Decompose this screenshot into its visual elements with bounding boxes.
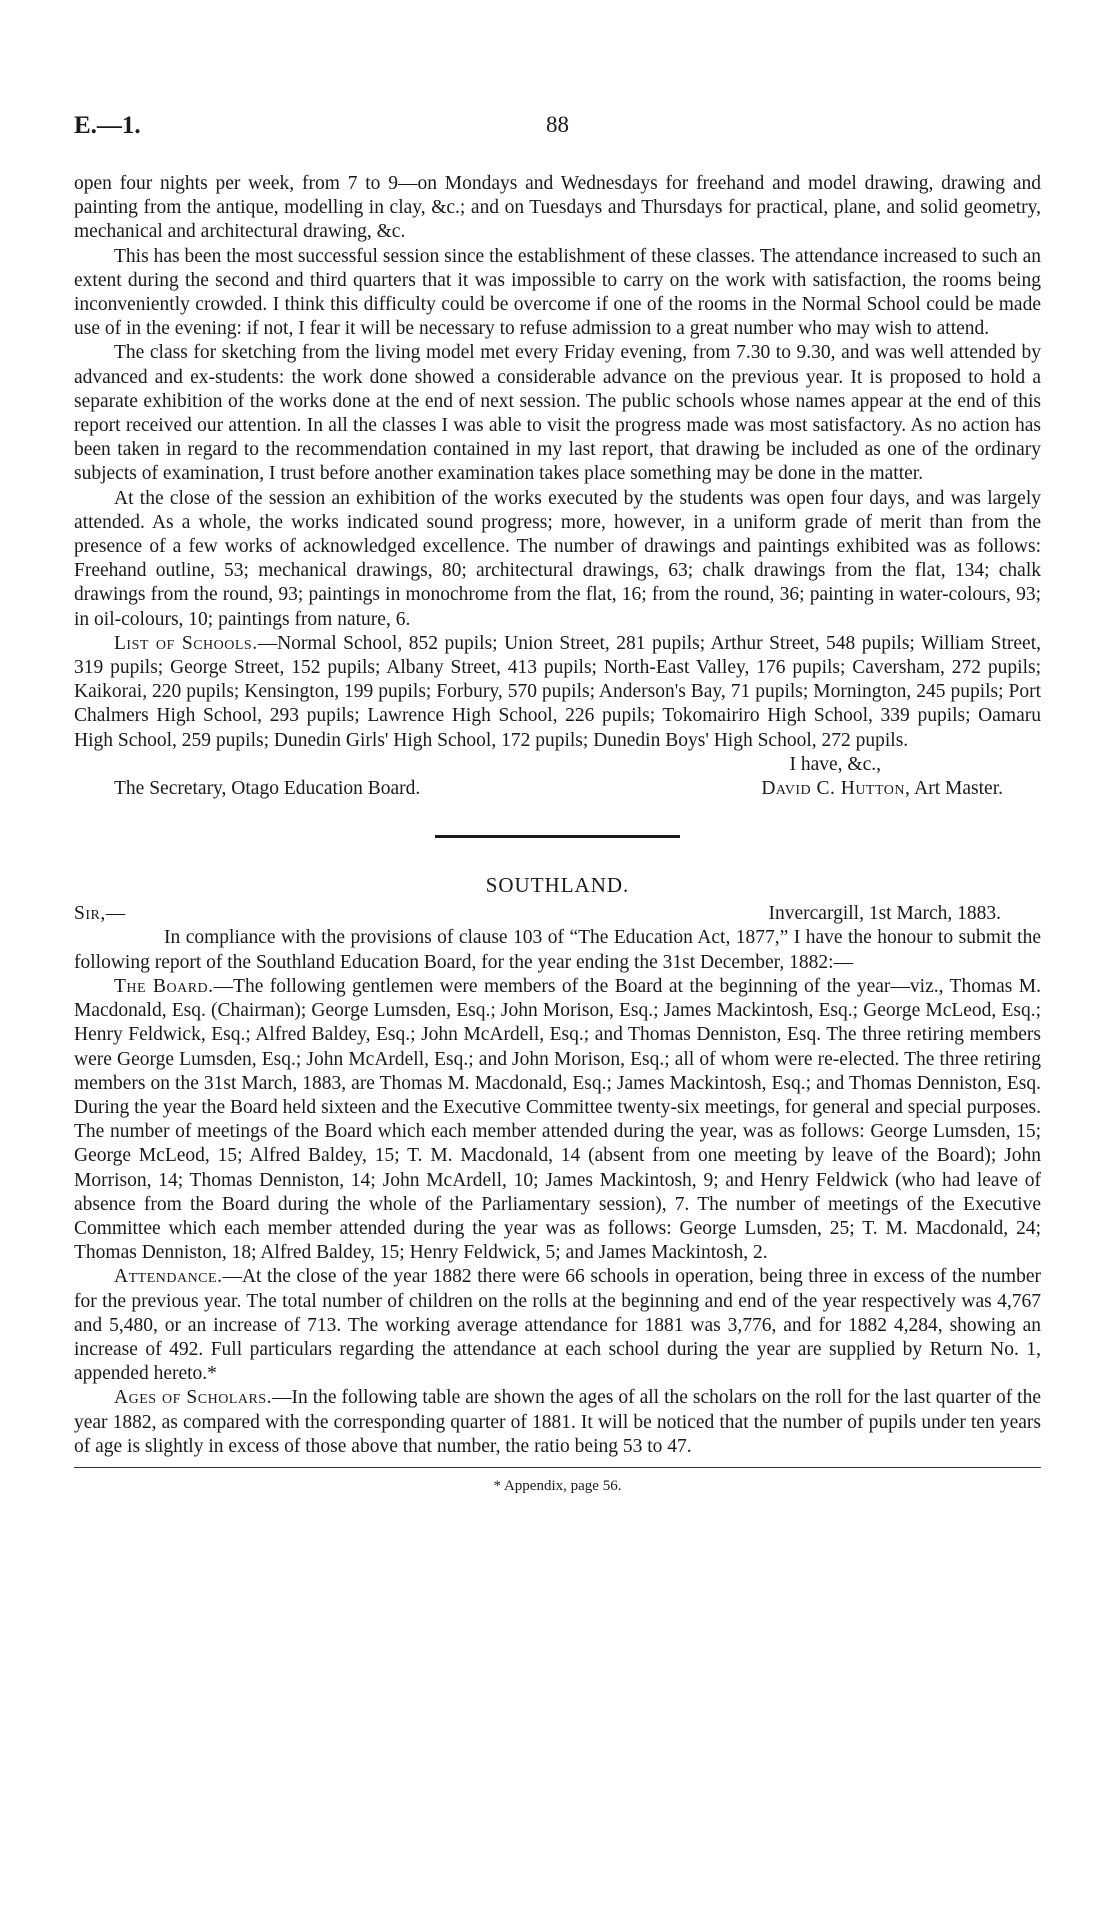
signature-line <box>74 777 1041 801</box>
page-header <box>74 112 1041 172</box>
closing-formula: I have, &c., <box>789 753 881 775</box>
section-code: E.—1. <box>74 112 141 139</box>
paragraph-list-of-schools <box>74 632 1041 753</box>
ages-text: —In the following table are shown the ages of all the scholars on the roll for the last quarter of the year 1882, as compared with the corresponding quarter of 1881. It will be noticed that the number of pupils under ten years of age is slightly in excess of those above that number, the ratio being 53 to 47. <box>74 1387 1041 1457</box>
section-divider <box>435 835 680 838</box>
southland-heading: SOUTHLAND. <box>485 873 630 898</box>
paragraph-ages-of-scholars <box>74 1386 1041 1459</box>
signatory-name: David C. Hutton, <box>761 778 911 800</box>
signatory-title: Art Master. <box>910 778 1003 800</box>
the-board-text: —The following gentlemen were members of the Board at the beginning of the year—viz., Thomas M. Macdonald, Esq. (Chairman); George Lumsden, Esq.; John Morison, Esq.; James Mackintosh, Esq.; George McLeod, Esq.; Henry Feldwick, Esq.; Alfred Baldey, Esq.; John McArdell, Esq.; and Thomas Denniston, Esq. The three retiring members were George Lumsden, Esq.; John McArdell, Esq.; and John Morison, Esq.; all of whom were re-elected. The three retiring members on the 31st March, 1883, are Thomas M. Macdonald, Esq.; James Mackintosh, Esq.; and Thomas Denniston, Esq. During the year the Board held sixteen and the Executive Committee twenty-six meetings, for general and special purposes. The number of meetings of the Board which each member attended during the year, was as follows: George Lumsden, 15; George McLeod, 15; Alfred Baldey, 15; T. M. Macdonald, 14 (absent from one meeting by leave of the Board); John Morrison, 14; Thomas Denniston, 14; John McArdell, 10; James Mackintosh, 9; and Henry Feldwick (who had leave of absence from the Board during the whole of the Parliamentary session), 7. The number of meetings of the Executive Committee which each member attended during the year was as follows: George Lumsden, 25; T. M. Macdonald, 24; Thomas Denniston, 18; Alfred Baldey, 15; Henry Feldwick, 5; and James Mackintosh, 2. <box>74 975 1041 1264</box>
addressee: The Secretary, Otago Education Board. <box>114 778 421 800</box>
page-number: 88 <box>546 112 569 137</box>
ages-heading: Ages of Scholars. <box>114 1387 272 1409</box>
footnote: * Appendix, page 56. <box>493 1477 622 1494</box>
footnote-rule <box>74 1467 1041 1468</box>
paragraph-exhibition: At the close of the session an exhibition of the works executed by the students was open four days, and was largely attended. As a whole, the works indicated sound progress; more, however, in a uniform grade of merit than from the presence of a few works of acknowledged excellence. The number of drawings and paintings exhibited was as follows: Freehand outline, 53; mechanical drawings, 80; architectural drawings, 63; chalk drawings from the flat, 134; chalk drawings from the round, 93; paintings in monochrome from the flat, 16; from the round, 36; painting in water-colours, 93; in oil-colours, 10; paintings from nature, 6. <box>74 487 1041 630</box>
list-of-schools-heading: List of Schools. <box>114 632 258 654</box>
the-board-heading: The Board. <box>114 975 214 997</box>
list-of-schools-text: —Normal School, 852 pupils; Union Street, 281 pupils; Arthur Street, 548 pupils; William Street, 319 pupils; George Street, 152 pupils; Albany Street, 413 pupils; North-East Valley, 176 pupils; Caversham, 272 pupils; Kaikorai, 220 pupils; Kensington, 199 pupils; Forbury, 570 pupils; Anderson's Bay, 71 pupils; Mornington, 245 pupils; Port Chalmers High School, 293 pupils; Lawrence High School, 226 pupils; Tokomairiro High School, 339 pupils; Oamaru High School, 259 pupils; Dunedin Girls' High School, 172 pupils; Dunedin Boys' High School, 272 pupils. <box>74 632 1041 751</box>
salutation-line <box>74 902 1041 926</box>
attendance-text: —At the close of the year 1882 there were 66 schools in operation, being three in excess of the number for the previous year. The total number of children on the rolls at the beginning and end of the year respectively was 4,767 and 5,480, or an increase of 713. The working average attendance for 1881 was 3,776, and for 1882 4,284, showing an increase of 492. Full particulars regarding the attendance at each school during the year are supplied by Return No. 1, appended hereto.* <box>74 1266 1041 1385</box>
paragraph-the-board <box>74 975 1041 1265</box>
salutation: Sir,— <box>74 903 126 925</box>
page-body <box>74 112 1041 1495</box>
otago-report-continuation <box>74 172 1041 801</box>
paragraph-class-schedule: open four nights per week, from 7 to 9—on Mondays and Wednesdays for freehand and model drawing, drawing and painting from the antique, modelling in clay, &c.; and on Tuesdays and Thursdays for practical, plane, and solid geometry, mechanical and architectural drawing, &c. <box>74 173 1041 243</box>
paragraph-sketching-class: The class for sketching from the living model met every Friday evening, from 7.30 to 9.30, and was well attended by advanced and ex-students: the work done showed a considerable advance on the previous year. It is proposed to hold a separate exhibition of the works done at the end of next session. The public schools whose names appear at the end of this report received our attention. In all the classes I was able to visit the progress made was most satisfactory. As no action has been taken in regard to the recommendation contained in my last report, that drawing be included as one of the ordinary subjects of examination, I trust before another examination takes place something may be done in the matter. <box>74 342 1041 485</box>
paragraph-intro: In compliance with the provisions of clause 103 of “The Education Act, 1877,” I have the honour to submit the following report of the Southland Education Board, for the year ending the 31st December, 1882:— <box>74 927 1041 973</box>
paragraph-session-attendance: This has been the most successful session since the establishment of these classes. The attendance increased to such an extent during the second and third quarters that it was impossible to carry on the work with satisfaction, the rooms being inconveniently crowded. I think this difficulty could be overcome if one of the rooms in the Normal School could be made use of in the evening: if not, I fear it will be necessary to refuse admission to a great number who may wish to attend. <box>74 245 1041 340</box>
place-date: Invercargill, 1st March, 1883. <box>768 903 1001 925</box>
paragraph-attendance <box>74 1265 1041 1386</box>
signatory <box>761 777 1041 801</box>
southland-report <box>74 872 1041 1459</box>
attendance-heading: Attendance. <box>114 1266 223 1288</box>
